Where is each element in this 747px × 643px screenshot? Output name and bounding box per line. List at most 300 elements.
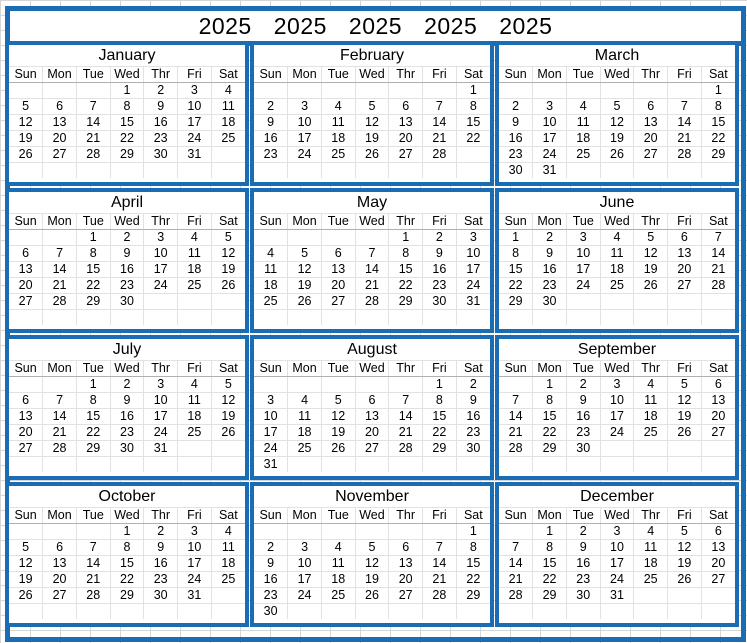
day-cell: 30 [110,294,144,310]
day-cell [9,377,43,393]
day-cell [76,604,110,620]
day-cell: 10 [533,115,567,131]
day-cell: 10 [254,409,288,425]
day-cell: 27 [701,425,735,441]
day-cell: 5 [355,99,389,115]
day-cell: 7 [423,99,457,115]
month-february [250,41,494,186]
day-cell: 25 [566,147,600,163]
day-cell: 27 [389,588,423,604]
day-cell: 2 [499,99,533,115]
day-cell [634,457,668,473]
day-cell: 3 [178,83,212,99]
day-cell [144,163,178,179]
day-cell: 14 [76,556,110,572]
weekday-header: Fri [423,361,457,377]
day-cell: 14 [43,262,77,278]
day-cell: 18 [634,556,668,572]
day-cell: 6 [634,99,668,115]
weekday-header: Tue [321,361,355,377]
day-cell [423,524,457,540]
day-cell: 12 [355,115,389,131]
day-cell: 16 [566,556,600,572]
day-cell: 7 [668,99,702,115]
weekday-header: Mon [43,361,77,377]
weekday-header: Thr [144,214,178,230]
day-cell [566,83,600,99]
day-cell [355,230,389,246]
day-cell: 17 [178,556,212,572]
day-cell: 5 [668,377,702,393]
year-title: 2025 [198,13,252,39]
weekday-header: Sun [499,67,533,83]
day-cell [701,163,735,179]
day-cell [423,163,457,179]
day-cell [600,83,634,99]
day-cell [701,294,735,310]
day-cell: 18 [178,262,212,278]
day-cell: 26 [211,425,245,441]
day-cell [389,377,423,393]
day-cell: 6 [9,393,43,409]
day-cell: 16 [456,409,490,425]
day-cell [43,604,77,620]
month-title: April [110,194,143,211]
day-cell: 24 [600,425,634,441]
day-cell: 16 [254,131,288,147]
month-april [5,188,249,333]
month-days-table [9,213,245,325]
day-cell: 17 [144,262,178,278]
day-cell [254,163,288,179]
weekday-header: Mon [288,214,322,230]
weekday-header: Fri [178,508,212,524]
day-cell [456,310,490,326]
day-cell [211,441,245,457]
day-cell: 6 [389,99,423,115]
weekday-header: Wed [110,214,144,230]
weekday-header: Sun [254,67,288,83]
day-cell: 27 [43,147,77,163]
day-cell: 24 [533,147,567,163]
day-cell [288,524,322,540]
day-cell: 17 [178,115,212,131]
day-cell: 2 [254,99,288,115]
day-cell: 15 [76,262,110,278]
weekday-header: Thr [144,67,178,83]
day-cell: 20 [701,556,735,572]
weekday-header: Wed [355,508,389,524]
day-cell: 19 [668,409,702,425]
day-cell: 1 [110,524,144,540]
day-cell: 14 [423,556,457,572]
day-cell: 23 [423,278,457,294]
day-cell: 30 [144,588,178,604]
weekday-header: Tue [566,508,600,524]
day-cell: 23 [254,588,288,604]
day-cell: 23 [456,425,490,441]
day-cell: 2 [110,377,144,393]
day-cell [43,230,77,246]
day-cell: 10 [178,99,212,115]
day-cell: 13 [701,393,735,409]
day-cell: 25 [321,588,355,604]
day-cell: 1 [701,83,735,99]
month-title: May [356,194,388,211]
year-title: 2025 [424,13,478,39]
day-cell: 26 [634,278,668,294]
day-cell: 6 [321,246,355,262]
weekday-header: Tue [76,67,110,83]
day-cell: 7 [43,246,77,262]
day-cell [321,230,355,246]
month-title: September [577,341,657,358]
day-cell: 7 [389,393,423,409]
day-cell [566,604,600,620]
day-cell [355,604,389,620]
day-cell: 9 [144,99,178,115]
day-cell: 29 [533,588,567,604]
day-cell: 5 [211,377,245,393]
day-cell [634,294,668,310]
day-cell: 19 [288,278,322,294]
day-cell: 1 [76,230,110,246]
day-cell: 9 [456,393,490,409]
day-cell: 8 [76,393,110,409]
day-cell [9,604,43,620]
day-cell: 4 [634,524,668,540]
day-cell: 24 [178,572,212,588]
day-cell: 15 [110,115,144,131]
weekday-header: Sat [211,361,245,377]
day-cell: 6 [9,246,43,262]
day-cell: 27 [9,294,43,310]
day-cell: 12 [668,540,702,556]
weekday-header: Thr [634,508,668,524]
day-cell: 5 [321,393,355,409]
day-cell [321,524,355,540]
month-october [5,482,249,627]
day-cell [499,524,533,540]
day-cell: 22 [76,425,110,441]
day-cell [254,377,288,393]
day-cell: 19 [9,572,43,588]
day-cell: 18 [321,572,355,588]
month-january [5,41,249,186]
day-cell: 1 [389,230,423,246]
day-cell: 3 [288,540,322,556]
month-title: November [335,488,409,505]
day-cell [321,604,355,620]
day-cell: 13 [668,246,702,262]
day-cell [110,310,144,326]
day-cell: 3 [533,99,567,115]
month-days-table [9,360,245,472]
day-cell [110,163,144,179]
day-cell [178,294,212,310]
day-cell: 13 [9,262,43,278]
weekday-header: Wed [355,214,389,230]
weekday-header: Sun [254,508,288,524]
day-cell: 22 [423,425,457,441]
weekday-header: Mon [288,67,322,83]
weekday-header: Wed [110,67,144,83]
day-cell: 21 [701,262,735,278]
day-cell: 16 [423,262,457,278]
day-cell [634,604,668,620]
day-cell: 23 [533,278,567,294]
day-cell [321,83,355,99]
day-cell: 30 [566,441,600,457]
day-cell [600,457,634,473]
weekday-header: Wed [600,508,634,524]
day-cell: 22 [456,131,490,147]
weekday-header: Fri [423,214,457,230]
day-cell: 14 [423,115,457,131]
day-cell: 25 [211,572,245,588]
day-cell: 20 [634,131,668,147]
weekday-header: Sat [701,508,735,524]
day-cell [76,310,110,326]
day-cell [110,604,144,620]
weekday-header: Fri [178,214,212,230]
day-cell [701,457,735,473]
day-cell: 13 [43,115,77,131]
day-cell [668,163,702,179]
day-cell: 31 [254,457,288,473]
day-cell: 8 [110,99,144,115]
day-cell [288,457,322,473]
day-cell: 8 [701,99,735,115]
day-cell: 3 [144,230,178,246]
day-cell: 14 [389,409,423,425]
day-cell [211,588,245,604]
month-december [495,482,739,627]
day-cell [499,377,533,393]
day-cell [43,83,77,99]
day-cell: 18 [634,409,668,425]
month-title: August [347,341,397,358]
day-cell: 4 [178,377,212,393]
day-cell: 9 [499,115,533,131]
month-title: December [580,488,654,505]
day-cell: 15 [533,556,567,572]
weekday-header: Thr [389,508,423,524]
day-cell: 29 [110,588,144,604]
day-cell [668,604,702,620]
day-cell: 29 [423,441,457,457]
day-cell: 22 [533,425,567,441]
weekday-header: Thr [389,67,423,83]
day-cell: 1 [110,83,144,99]
day-cell: 27 [43,588,77,604]
day-cell: 29 [110,147,144,163]
day-cell: 15 [389,262,423,278]
day-cell [288,163,322,179]
day-cell: 23 [110,425,144,441]
day-cell: 20 [9,425,43,441]
day-cell: 21 [423,572,457,588]
day-cell: 17 [254,425,288,441]
weekday-header: Fri [668,361,702,377]
day-cell [211,457,245,473]
day-cell: 16 [110,409,144,425]
day-cell: 12 [9,115,43,131]
weekday-header: Tue [566,214,600,230]
day-cell [9,524,43,540]
day-cell: 30 [144,147,178,163]
day-cell: 30 [110,441,144,457]
day-cell: 29 [499,294,533,310]
day-cell [533,310,567,326]
day-cell: 14 [668,115,702,131]
day-cell: 28 [701,278,735,294]
day-cell [701,441,735,457]
day-cell: 25 [178,425,212,441]
day-cell: 26 [600,147,634,163]
day-cell: 14 [355,262,389,278]
day-cell [456,147,490,163]
day-cell: 24 [456,278,490,294]
day-cell [254,83,288,99]
day-cell: 7 [499,540,533,556]
day-cell [178,457,212,473]
day-cell [144,310,178,326]
day-cell [566,457,600,473]
day-cell: 26 [211,278,245,294]
day-cell: 31 [144,441,178,457]
day-cell: 30 [254,604,288,620]
day-cell: 18 [566,131,600,147]
day-cell: 31 [600,588,634,604]
day-cell: 13 [43,556,77,572]
day-cell: 20 [9,278,43,294]
day-cell: 26 [288,294,322,310]
day-cell: 12 [600,115,634,131]
month-september [495,335,739,480]
day-cell: 20 [43,572,77,588]
day-cell [423,604,457,620]
day-cell: 30 [533,294,567,310]
month-days-table [254,507,490,619]
day-cell [43,310,77,326]
day-cell: 12 [355,556,389,572]
day-cell [533,604,567,620]
day-cell: 4 [211,524,245,540]
month-days-table [9,507,245,619]
day-cell: 29 [389,294,423,310]
month-title: October [98,488,156,505]
day-cell: 8 [456,540,490,556]
day-cell: 5 [355,540,389,556]
day-cell: 22 [389,278,423,294]
day-cell: 23 [566,572,600,588]
day-cell: 2 [144,524,178,540]
weekday-header: Sat [456,214,490,230]
day-cell: 19 [211,409,245,425]
day-cell: 1 [456,83,490,99]
day-cell [76,524,110,540]
day-cell: 6 [701,377,735,393]
day-cell: 24 [254,441,288,457]
day-cell: 2 [144,83,178,99]
day-cell: 9 [110,393,144,409]
weekday-header: Sat [456,508,490,524]
day-cell: 31 [178,147,212,163]
day-cell: 11 [634,540,668,556]
day-cell: 23 [110,278,144,294]
day-cell: 24 [288,588,322,604]
day-cell: 12 [211,393,245,409]
day-cell: 7 [423,540,457,556]
day-cell: 27 [9,441,43,457]
day-cell: 3 [144,377,178,393]
day-cell: 9 [533,246,567,262]
weekday-header: Wed [600,214,634,230]
day-cell [9,310,43,326]
day-cell [178,441,212,457]
day-cell: 21 [76,131,110,147]
day-cell [355,83,389,99]
day-cell: 4 [288,393,322,409]
day-cell: 14 [701,246,735,262]
day-cell: 9 [110,246,144,262]
day-cell: 2 [110,230,144,246]
day-cell: 24 [144,278,178,294]
day-cell: 6 [355,393,389,409]
day-cell: 22 [533,572,567,588]
day-cell [456,457,490,473]
day-cell [423,310,457,326]
weekday-header: Wed [600,67,634,83]
day-cell [389,524,423,540]
day-cell: 23 [566,425,600,441]
day-cell: 27 [701,572,735,588]
weekday-header: Mon [288,508,322,524]
month-march [495,41,739,186]
day-cell: 11 [178,246,212,262]
month-days-table [499,66,735,178]
day-cell [9,230,43,246]
day-cell: 13 [634,115,668,131]
day-cell: 1 [499,230,533,246]
day-cell: 11 [321,556,355,572]
day-cell: 1 [423,377,457,393]
day-cell: 15 [701,115,735,131]
day-cell: 12 [634,246,668,262]
day-cell: 11 [288,409,322,425]
day-cell [600,604,634,620]
day-cell: 17 [456,262,490,278]
day-cell: 18 [600,262,634,278]
day-cell: 9 [566,540,600,556]
day-cell: 13 [389,115,423,131]
day-cell: 11 [321,115,355,131]
day-cell: 16 [499,131,533,147]
day-cell: 27 [321,294,355,310]
day-cell: 17 [144,409,178,425]
day-cell [321,310,355,326]
day-cell: 21 [43,425,77,441]
weekday-header: Wed [110,508,144,524]
day-cell: 24 [600,572,634,588]
weekday-header: Tue [76,214,110,230]
month-august [250,335,494,480]
day-cell: 20 [355,425,389,441]
weekday-header: Thr [144,508,178,524]
day-cell: 25 [634,425,668,441]
day-cell: 12 [211,246,245,262]
